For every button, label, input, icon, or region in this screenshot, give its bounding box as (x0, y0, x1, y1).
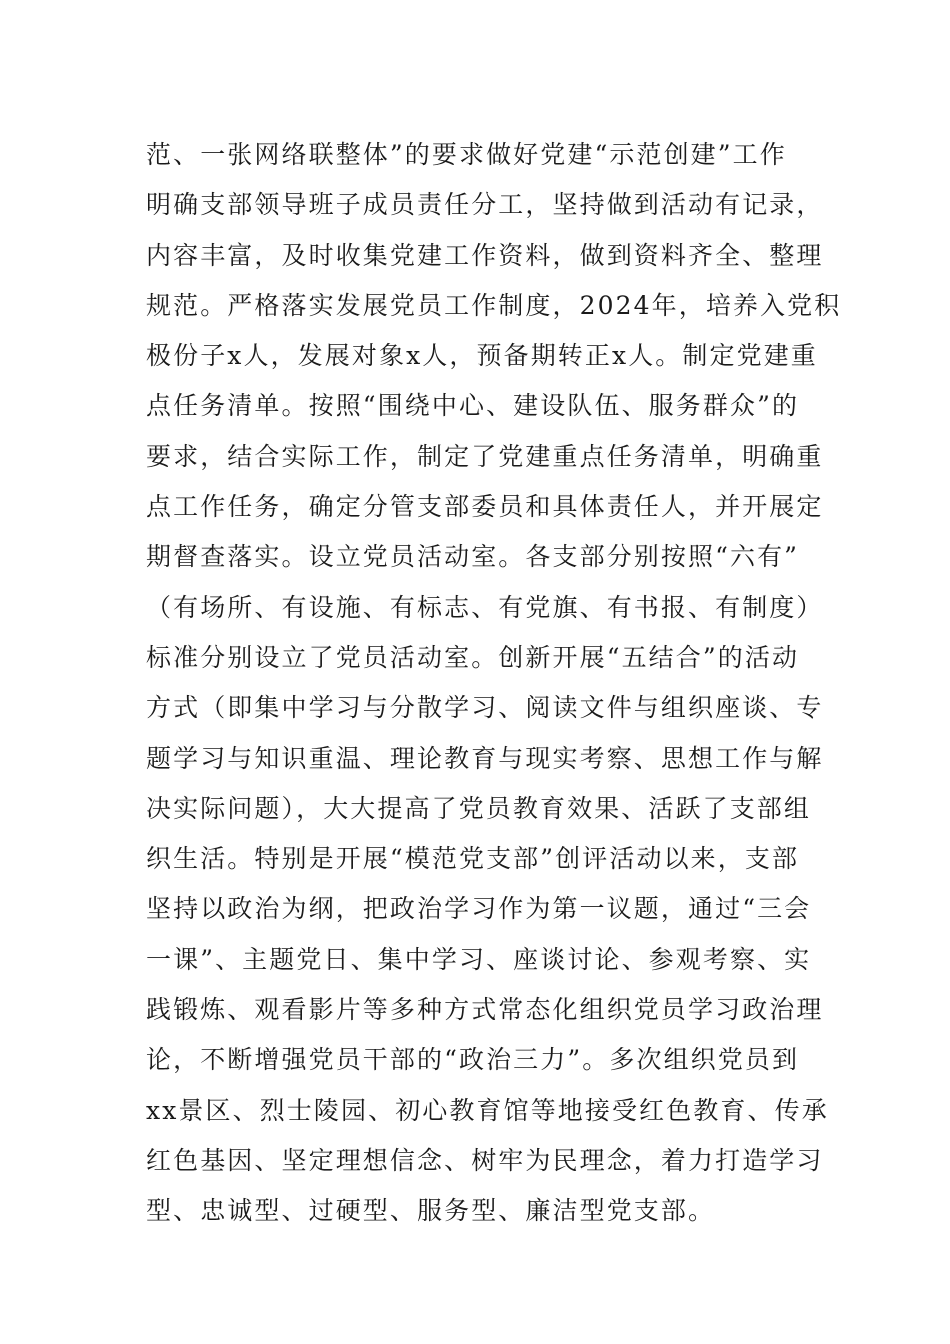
paragraph-line: 明确支部领导班子成员责任分工，坚持做到活动有记录， (146, 190, 824, 220)
paragraph-line: 践锻炼、观看影片等多种方式常态化组织党员学习政治理 (146, 995, 824, 1025)
paragraph-line: 规范。严格落实发展党员工作制度，2024年，培养入党积 (146, 290, 842, 320)
paragraph-line: 范、一张网络联整体”的要求做好党建“示范创建”工作 (146, 140, 787, 169)
paragraph-line: 方式（即集中学习与分散学习、阅读文件与组织座谈、专 (146, 693, 824, 723)
paragraph-line: 题学习与知识重温、理论教育与现实考察、思想工作与解 (146, 743, 824, 773)
paragraph-line: 一课”、主题党日、集中学习、座谈讨论、参观考察、实 (146, 944, 812, 974)
paragraph-line: 点任务清单。按照“围绕中心、建设队伍、服务群众”的 (146, 391, 800, 421)
paragraph-line: 要求，结合实际工作，制定了党建重点任务清单，明确重 (146, 441, 824, 471)
paragraph-line: 型、忠诚型、过硬型、服务型、廉洁型党支部。 (146, 1196, 716, 1226)
paragraph-line: 极份子x人，发展对象x人，预备期转正x人。制定党建重 (146, 341, 818, 371)
paragraph-line: 标准分别设立了党员活动室。创新开展“五结合”的活动 (146, 642, 800, 672)
paragraph-line: 点工作任务，确定分管支部委员和具体责任人，并开展定 (146, 492, 824, 522)
paragraph-line: xx景区、烈士陵园、初心教育馆等地接受红色教育、传承 (146, 1095, 829, 1125)
paragraph-line: 论，不断增强党员干部的“政治三力”。多次组织党员到 (146, 1045, 800, 1075)
paragraph-line: 期督查落实。设立党员活动室。各支部分别按照“六有” (146, 542, 800, 572)
paragraph-line: 内容丰富，及时收集党建工作资料，做到资料齐全、整理 (146, 240, 824, 270)
paragraph-line: 红色基因、坚定理想信念、树牢为民理念，着力打造学习 (146, 1145, 824, 1175)
body-paragraph (146, 130, 842, 1237)
paragraph-line: 织生活。特别是开展“模范党支部”创评活动以来，支部 (146, 844, 800, 874)
paragraph-line: 决实际问题），大大提高了党员教育效果、活跃了支部组 (146, 793, 812, 823)
paragraph-line: （有场所、有设施、有标志、有党旗、有书报、有制度） (146, 592, 824, 622)
paragraph-line: 坚持以政治为纲，把政治学习作为第一议题，通过“三会 (146, 894, 812, 924)
